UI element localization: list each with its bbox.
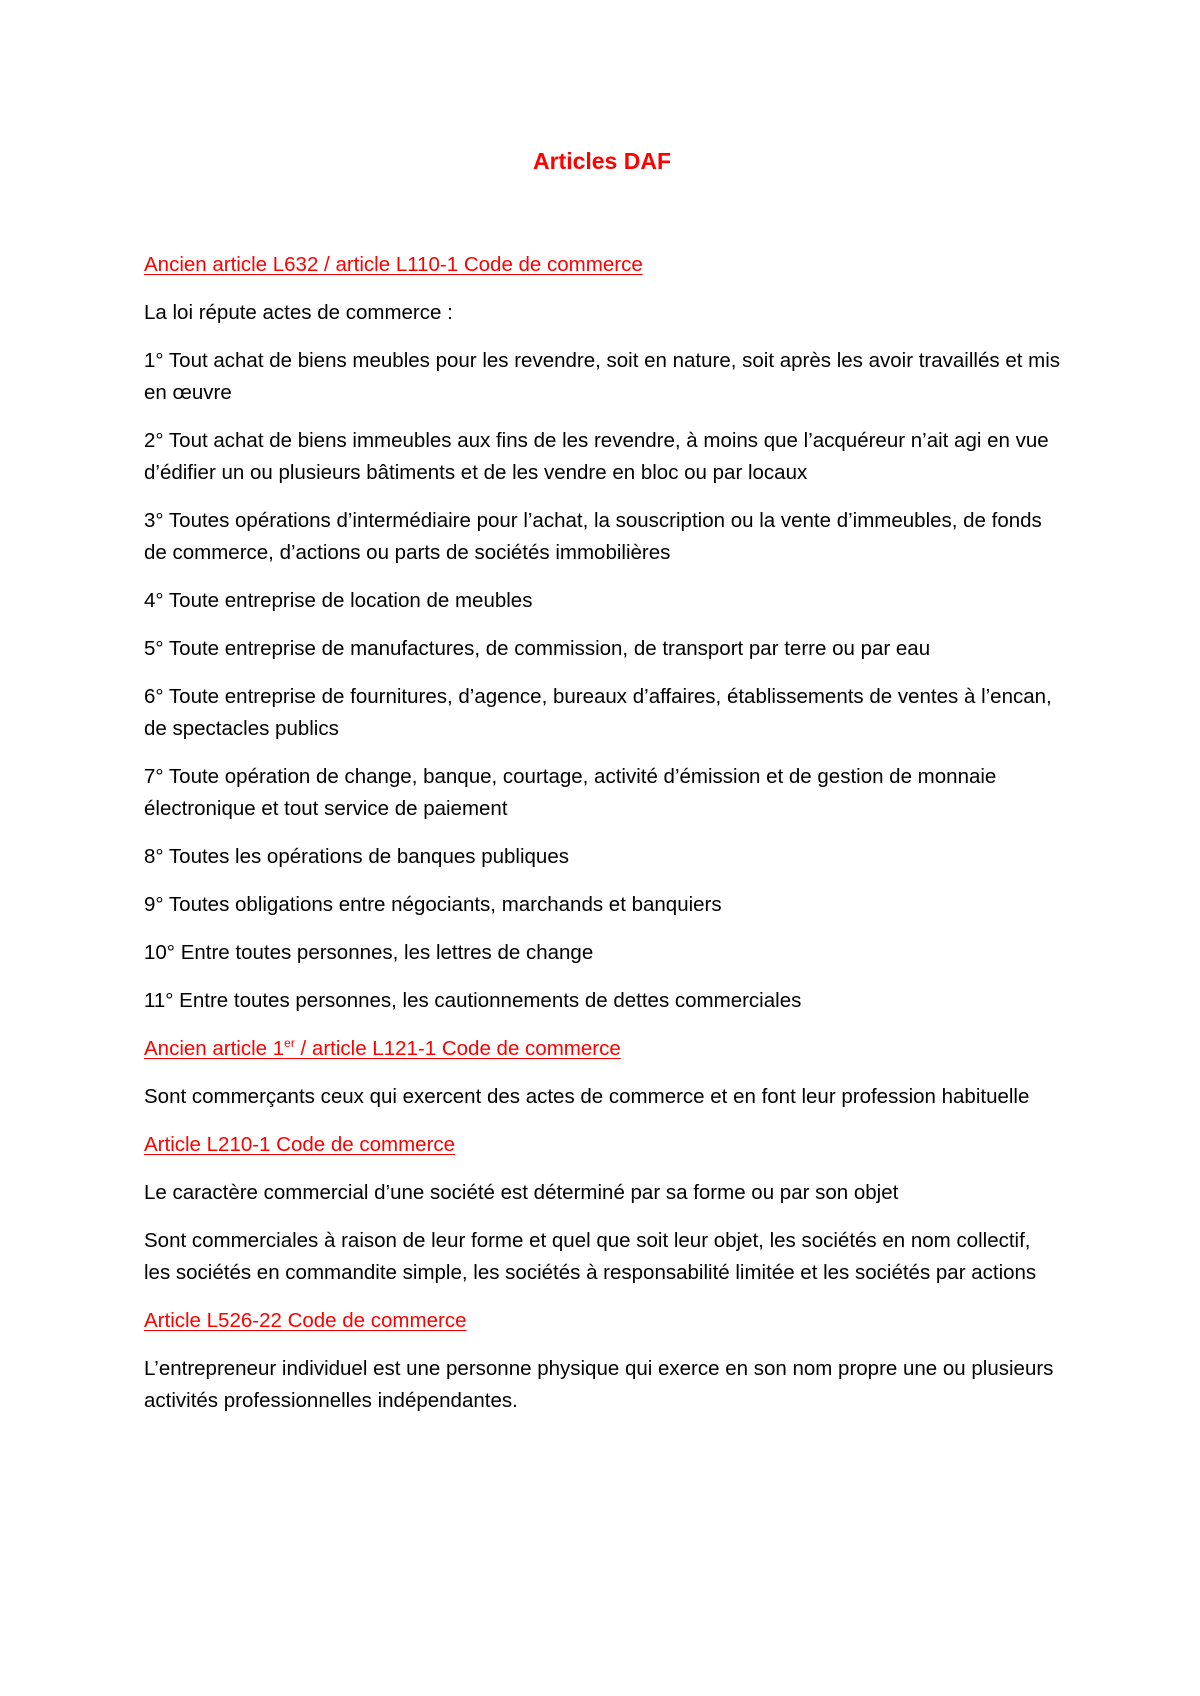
- page-title: Articles DAF: [532, 148, 672, 174]
- section-intro: La loi répute actes de commerce :: [144, 301, 453, 324]
- list-item: 10° Entre toutes personnes, les lettres de change: [144, 941, 594, 964]
- section-l121-1: [144, 1033, 1060, 1113]
- list-item: 8° Toutes les opérations de banques publiques: [144, 845, 569, 868]
- list-item: 1° Tout achat de biens meubles pour les revendre, soit en nature, soit après les avoir travaillés et mis en œuvre: [144, 349, 1060, 404]
- heading-prefix: Ancien article 1: [144, 1037, 285, 1060]
- list-item: 2° Tout achat de biens immeubles aux fins de les revendre, à moins que l’acquéreur n’ait agi en vue d’édifier un ou plusieurs bâtiments et de les vendre en bloc ou par locaux: [144, 429, 1049, 484]
- section-heading: Article L210-1 Code de commerce: [144, 1133, 456, 1156]
- section-l110-1: [144, 249, 1060, 1017]
- section-text: Sont commerciales à raison de leur forme et quel que soit leur objet, les sociétés en nom collectif, les sociétés en commandite simple, les sociétés à responsabilité limitée et les sociétés par actions: [144, 1229, 1037, 1284]
- section-text: L’entrepreneur individuel est une personne physique qui exerce en son nom propre une ou plusieurs activités professionnelles indépendantes.: [144, 1357, 1054, 1412]
- section-text: Le caractère commercial d’une société est déterminé par sa forme ou par son objet: [144, 1181, 899, 1204]
- list-item: 3° Toutes opérations d’intermédiaire pour l’achat, la souscription ou la vente d’immeubles, de fonds de commerce, d’actions ou parts de sociétés immobilières: [144, 509, 1042, 564]
- section-heading: Article L526-22 Code de commerce: [144, 1309, 467, 1332]
- heading-suffix: / article L121-1 Code de commerce: [294, 1037, 621, 1060]
- acts-of-commerce-list: [144, 345, 1060, 1017]
- heading-superscript: er: [284, 1036, 295, 1051]
- list-item: 4° Toute entreprise de location de meubles: [144, 589, 533, 612]
- section-heading: [144, 1033, 1060, 1065]
- section-heading: Ancien article L632 / article L110-1 Code de commerce: [144, 253, 643, 276]
- document-body: [144, 249, 1060, 1433]
- section-l210-1: [144, 1129, 1060, 1289]
- list-item: 5° Toute entreprise de manufactures, de commission, de transport par terre ou par eau: [144, 637, 931, 660]
- list-item: 7° Toute opération de change, banque, courtage, activité d’émission et de gestion de monnaie électronique et tout service de paiement: [144, 765, 997, 820]
- section-l526-22: [144, 1305, 1060, 1417]
- section-text: Sont commerçants ceux qui exercent des actes de commerce et en font leur profession habituelle: [144, 1085, 1030, 1108]
- list-item: 11° Entre toutes personnes, les cautionnements de dettes commerciales: [144, 989, 802, 1012]
- list-item: 9° Toutes obligations entre négociants, marchands et banquiers: [144, 893, 722, 916]
- list-item: 6° Toute entreprise de fournitures, d’agence, bureaux d’affaires, établissements de ventes à l’encan, de spectacles publics: [144, 685, 1052, 740]
